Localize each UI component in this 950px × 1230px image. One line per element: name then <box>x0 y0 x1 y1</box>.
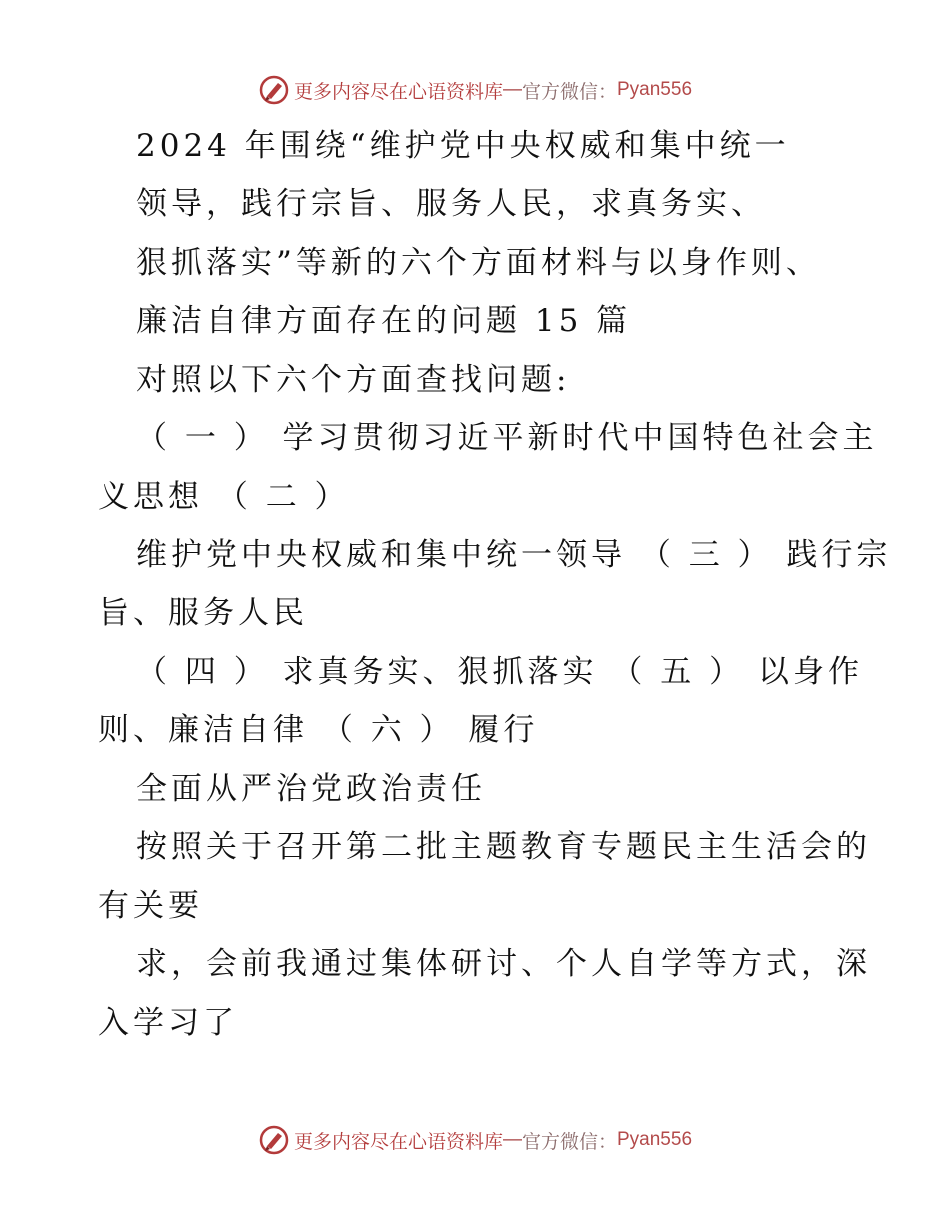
paragraph-line: 义思想 （ 二 ） <box>98 479 350 515</box>
banner-handle: Pyan556 <box>617 79 693 100</box>
paragraph-line: 维护党中央权威和集中统一领导 （ 三 ） 践行宗 <box>136 537 892 573</box>
banner-dash: — <box>502 1129 522 1150</box>
pen-logo-icon <box>258 1124 290 1156</box>
title-line-2: 领导，践行宗旨、服务人民，求真务实、 <box>136 186 766 222</box>
title-line-1: 2024 年围绕“维护党中央权威和集中统一 <box>136 128 790 164</box>
paragraph-line: 对照以下六个方面查找问题: <box>136 362 571 398</box>
pen-logo-icon <box>258 74 290 106</box>
footer-banner <box>0 1120 950 1160</box>
header-banner <box>0 70 950 110</box>
paragraph-line: 入学习了 <box>98 1005 238 1041</box>
paragraph-line: 按照关于召开第二批主题教育专题民主生活会的 <box>136 829 871 865</box>
paragraph-line: 全面从严治党政治责任 <box>136 771 486 807</box>
paragraph-line: 则、廉洁自律 （ 六 ） 履行 <box>98 712 539 748</box>
paragraph-line: （ 一 ） 学习贯彻习近平新时代中国特色社会主 <box>136 420 878 456</box>
paragraph-line: 有关要 <box>98 888 203 924</box>
banner-text: 更多内容尽在心语资料库 <box>293 1130 503 1153</box>
banner-text: 更多内容尽在心语资料库 <box>293 80 503 103</box>
title-line-4: 廉洁自律方面存在的问题 15 篇 <box>136 303 632 339</box>
paragraph-line: 求，会前我通过集体研讨、个人自学等方式，深 <box>136 946 871 982</box>
title-line-3: 狠抓落实”等新的六个方面材料与以身作则、 <box>136 245 821 281</box>
paragraph-line: 旨、服务人民 <box>98 595 308 631</box>
banner-wechat-label: 官方微信： <box>521 80 617 103</box>
paragraph-line: （ 四 ） 求真务实、狠抓落实 （ 五 ） 以身作 <box>136 654 863 690</box>
banner-dash: — <box>502 79 522 100</box>
banner-handle: Pyan556 <box>617 1129 693 1150</box>
banner-wechat-label: 官方微信： <box>521 1130 617 1153</box>
